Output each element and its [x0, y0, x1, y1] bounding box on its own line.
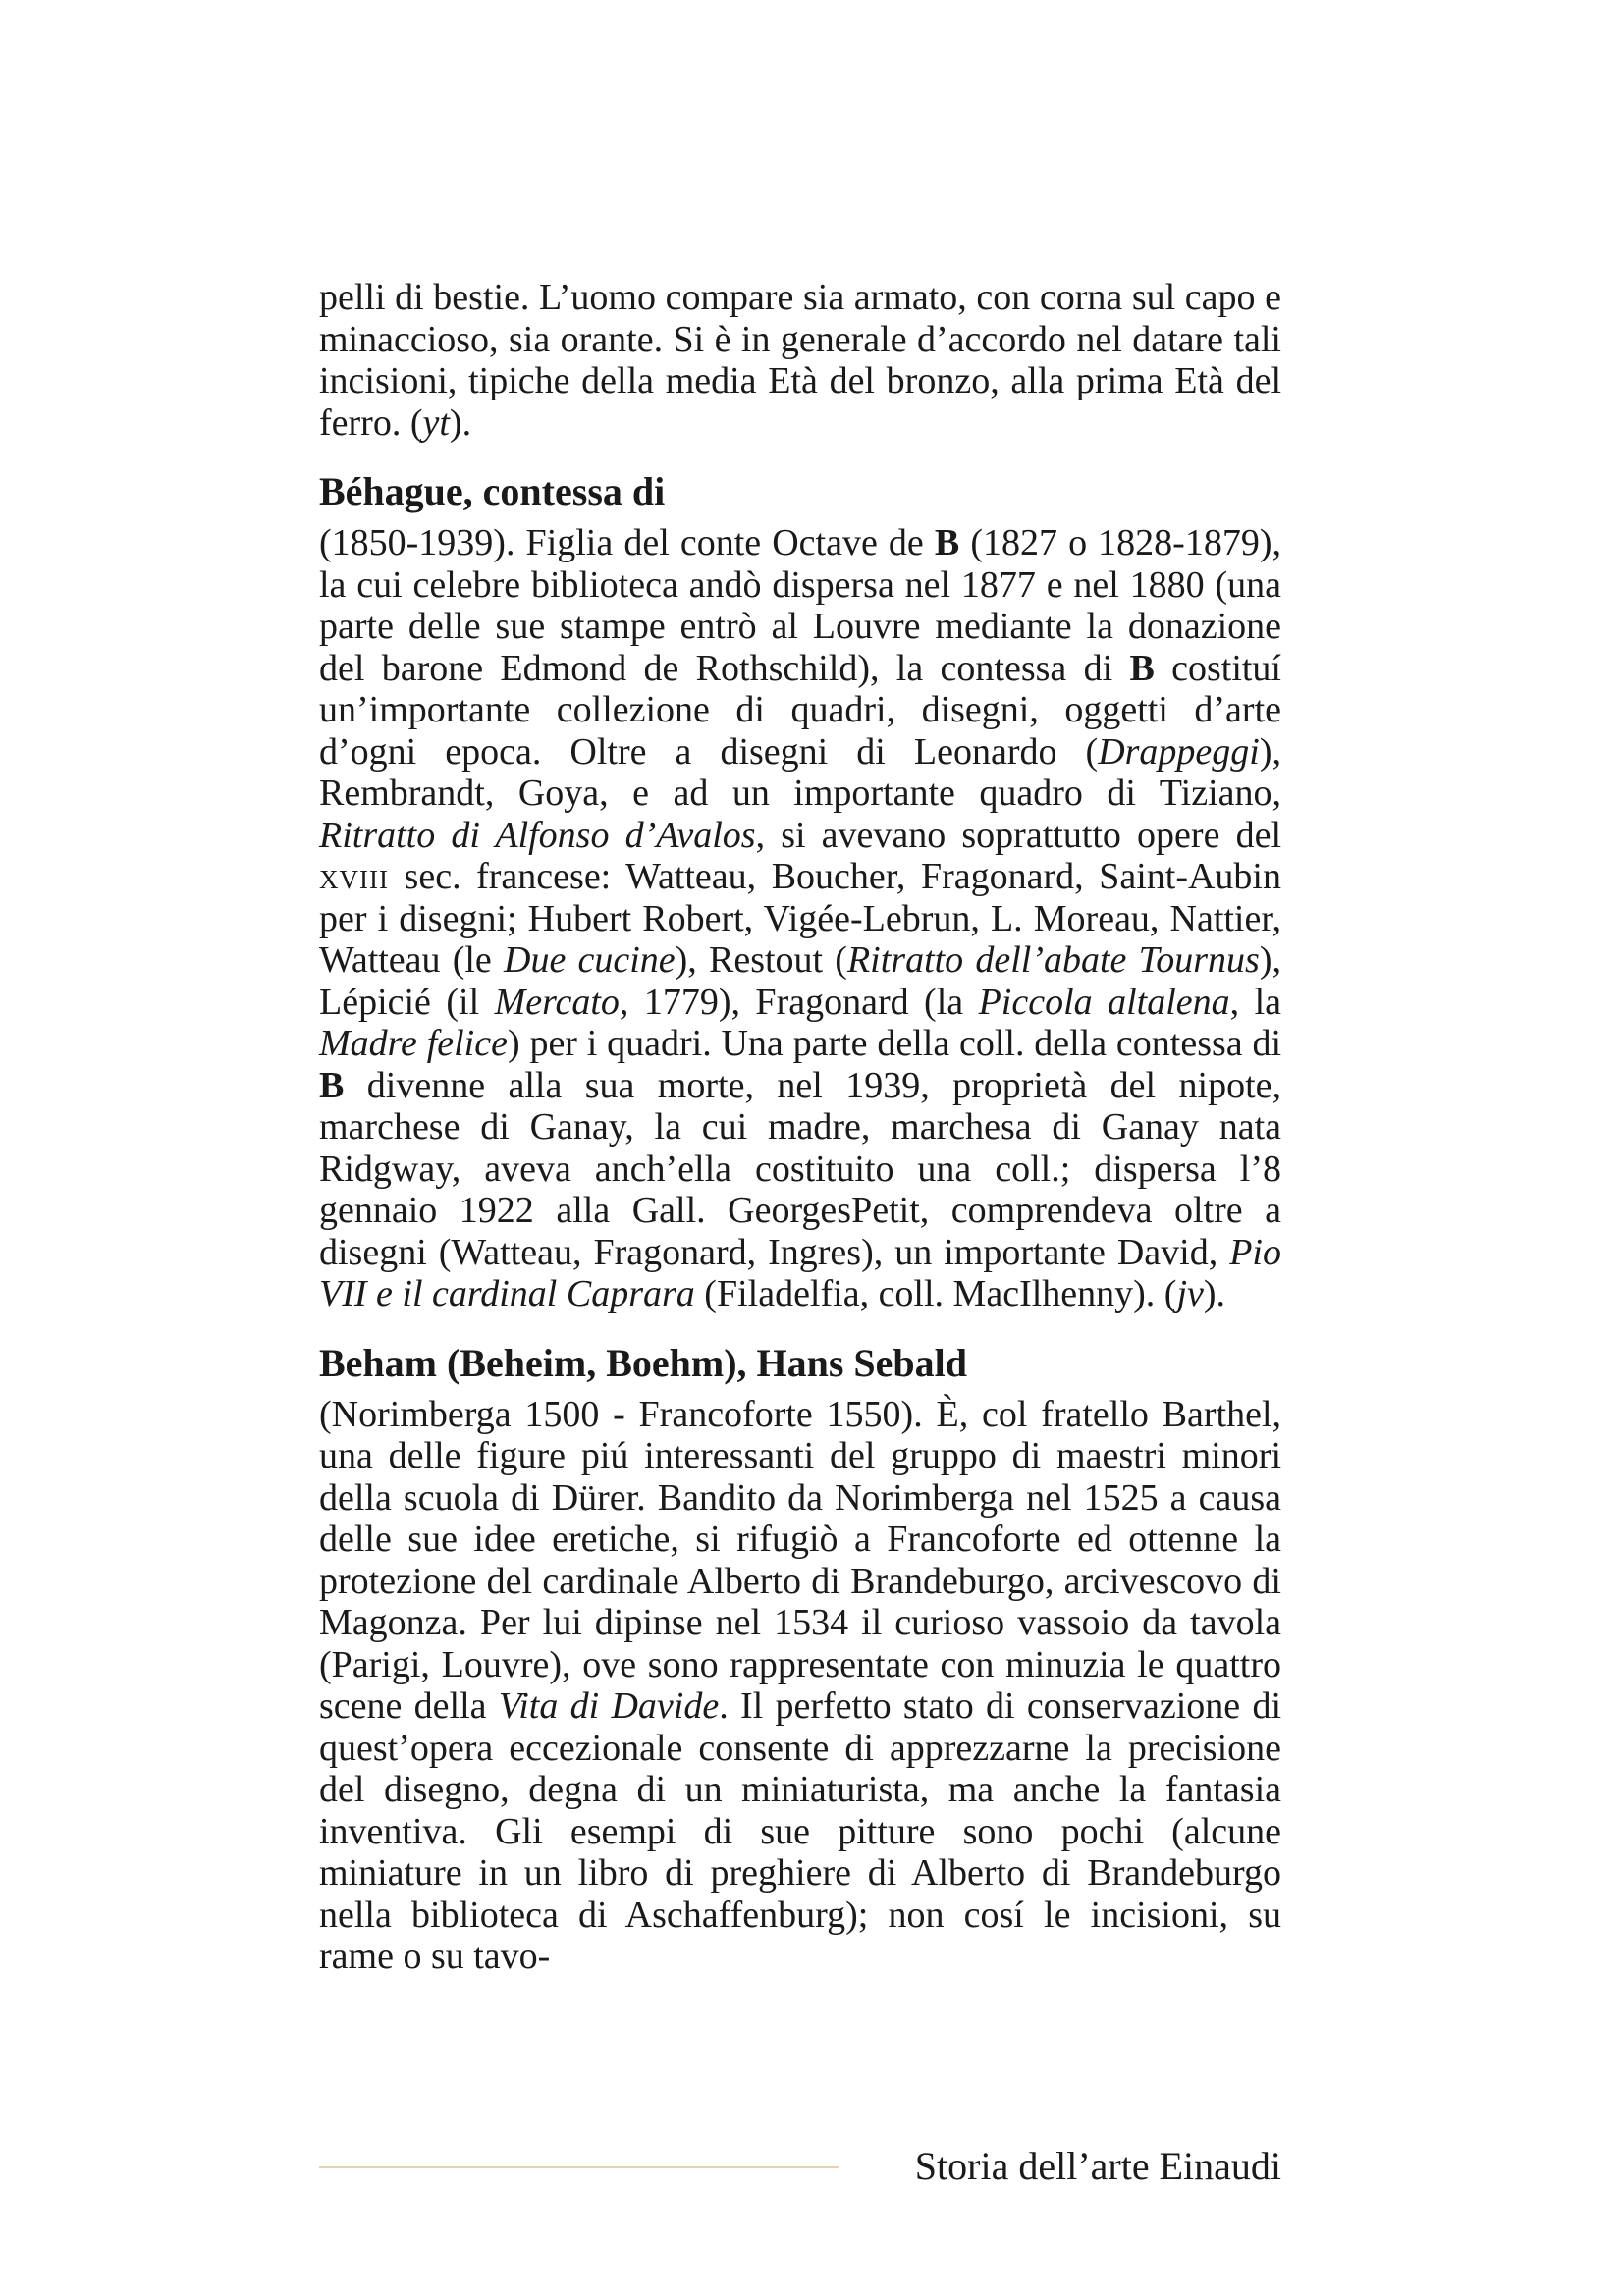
- century-numeral: xviii: [319, 856, 389, 897]
- text-run: , si avevano soprattutto opere del: [755, 814, 1281, 856]
- work-title: Pio VII e il cardinal Caprara: [319, 1231, 1281, 1314]
- work-title: Ritratto di Alfonso d’Avalos: [319, 814, 756, 856]
- text-run: . Il perfetto stato di conservazione di quest’opera eccezionale consente di apprezzarne la precisione del disegno, degna di un miniaturista, ma anche la fantasia inventiva. Gli esempi di sue pitture sono pochi (alcune miniature in un libro di preghiere di Alberto di Brandeburgo nella biblioteca di Aschaffenburg); non cosí le incisioni, su rame o su tavo-: [319, 1685, 1281, 1977]
- work-title: Due cucine: [504, 939, 676, 981]
- text-run: , 1779), Fragonard (la: [619, 981, 979, 1023]
- text-run: ), Rembrandt, Goya, e ad un importante quadro di Tiziano,: [319, 730, 1281, 814]
- work-title: Piccola altalena: [978, 981, 1230, 1023]
- entry-body-behague: [319, 522, 1281, 1315]
- entry-title-behague: Béhague, contessa di: [319, 469, 666, 513]
- text-run: costituí un’importante collezione di quadri, disegni, oggetti d’arte d’ogni epoca. Oltre a disegni di Leonardo (: [319, 647, 1281, 773]
- intro-text-end: ).: [449, 401, 472, 444]
- bold-abbrev: B: [319, 1064, 345, 1106]
- text-run: (1850-1939). Figlia del conte Octave de: [319, 522, 935, 563]
- text-run: ), Lépicié (il: [319, 939, 1281, 1023]
- text-run: ) per i quadri. Una parte della coll. della contessa di: [507, 1023, 1282, 1064]
- text-run: (Norimberga 1500 - Francoforte 1550). È, col fratello Barthel, una delle figure piú interessanti del gruppo di maestri minori della scuola di Dürer. Bandito da Norimberga nel 1525 a causa delle sue idee eretiche, si rifugiò a Francoforte ed ottenne la protezione del cardinale Alberto di Brandeburgo, arcivescovo di Magonza. Per lui dipinse nel 1534 il curioso vassoio da tavola (Parigi, Louvre), ove sono rappresentate con minuzia le quattro scene della: [319, 1393, 1281, 1727]
- text-run: , la: [1229, 981, 1281, 1023]
- spacer: [319, 514, 1281, 522]
- text-run: ), Restout (: [675, 939, 847, 981]
- footer-publication-title: Storia dell’arte Einaudi: [914, 2144, 1281, 2188]
- spacer: [319, 1386, 1281, 1394]
- text-run: (1827 o 1828-1879), la cui celebre biblioteca andò dispersa nel 1877 e nel 1880 (una parte delle sue stampe entrò al Louvre mediante la donazione del barone Edmond de Rothschild), la contessa di: [319, 522, 1281, 689]
- text-run: sec. francese: Watteau, Boucher, Fragonard, Saint-Aubin per i disegni; Hubert Robert, Vigée-Lebrun, L. Moreau, Nattier, Watteau (le: [319, 856, 1281, 981]
- work-title: Madre felice: [319, 1023, 508, 1064]
- entry-title-beham: Beham (Beheim, Boehm), Hans Sebald: [319, 1340, 968, 1385]
- bold-abbrev: B: [934, 522, 960, 563]
- bold-abbrev: B: [1129, 647, 1155, 689]
- spacer: [319, 444, 1281, 469]
- author-initials: jv: [1176, 1273, 1204, 1314]
- text-run: ).: [1203, 1273, 1226, 1314]
- text-run: (Filadelfia, coll. MacIlhenny). (: [694, 1273, 1177, 1314]
- work-title: Vita di Davide: [498, 1685, 720, 1727]
- page-footer: [319, 2142, 1281, 2191]
- footer-rule: [319, 2166, 839, 2168]
- intro-paragraph: [319, 277, 1281, 444]
- work-title: Mercato: [494, 981, 620, 1023]
- work-title: Drappeggi: [1098, 730, 1260, 773]
- entry-body-beham: [319, 1394, 1281, 1978]
- intro-text: pelli di bestie. L’uomo compare sia armato, con corna sul capo e minaccioso, sia orante. Si è in generale d’accordo nel datare tali incisioni, tipiche della media Età del bronzo, alla prima Età del ferro. (: [319, 277, 1281, 444]
- main-text-column: [319, 277, 1281, 1978]
- author-initials: yt: [422, 401, 450, 444]
- spacer: [319, 1315, 1281, 1341]
- work-title: Ritratto dell’abate Tournus: [846, 939, 1260, 981]
- text-run: divenne alla sua morte, nel 1939, proprietà del nipote, marchese di Ganay, la cui madre, marchesa di Ganay nata Ridgway, aveva anch’ella costituito una coll.; dispersa l’8 gennaio 1922 alla Gall. GeorgesPetit, comprendeva oltre a disegni (Watteau, Fragonard, Ingres), un importante David,: [319, 1064, 1281, 1273]
